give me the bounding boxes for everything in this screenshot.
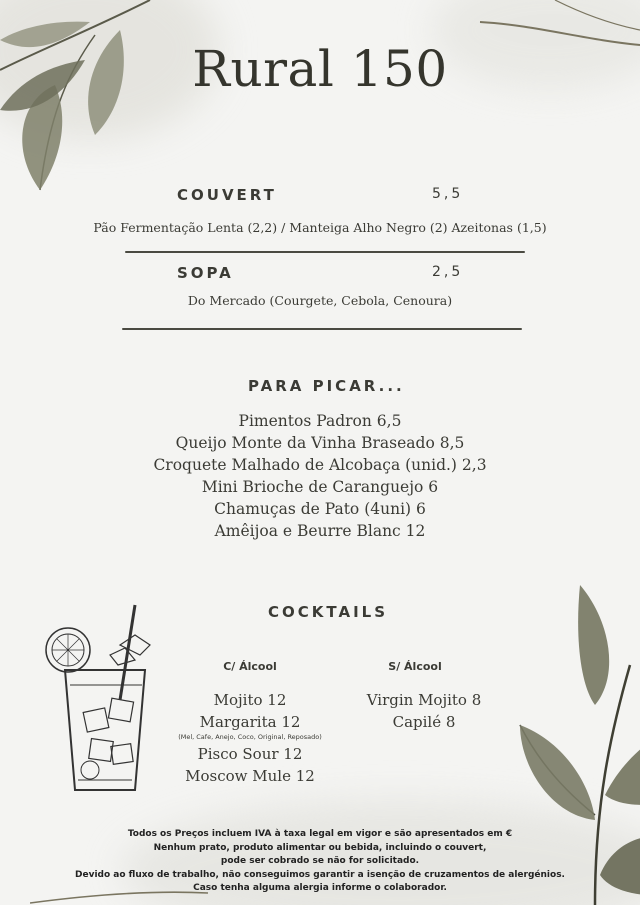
without-alcohol-list: [334, 689, 514, 733]
list-item: Pimentos Padron 6,5: [238, 412, 402, 430]
footer-line: Caso tenha alguma alergia informe o colaborador.: [193, 883, 447, 893]
cocktail-glass-illustration-icon: [40, 600, 160, 800]
list-item: Mini Brioche de Caranguejo 6: [201, 478, 439, 496]
footer-line: pode ser cobrado se não for solicitado.: [220, 856, 420, 866]
divider-sopa: [122, 328, 522, 330]
list-item: Pisco Sour 12: [197, 745, 303, 763]
couvert-price: 5,5: [432, 186, 464, 202]
divider-couvert: [125, 251, 525, 253]
leaves-top-left-icon: [0, 0, 170, 200]
list-item: Capilé 8: [392, 713, 456, 731]
list-item: Mojito 12: [213, 691, 287, 709]
restaurant-title: Rural 150: [192, 40, 448, 98]
couvert-label: COUVERT: [177, 186, 277, 204]
couvert-description: Pão Fermentação Lenta (2,2) / Manteiga Alho Negro (2) Azeitonas (1,5): [93, 220, 547, 235]
with-alcohol-heading: C/ Álcool: [223, 660, 277, 673]
list-item: Queijo Monte da Vinha Braseado 8,5: [175, 434, 465, 452]
list-item: Croquete Malhado de Alcobaça (unid.) 2,3: [153, 456, 487, 474]
list-item: Margarita 12: [199, 713, 301, 731]
list-item: Moscow Mule 12: [185, 767, 315, 785]
sopa-price: 2,5: [432, 264, 464, 280]
para-picar-label: PARA PICAR...: [248, 377, 405, 395]
footer-line: Nenhum prato, produto alimentar ou bebida, incluindo o couvert,: [153, 842, 487, 853]
list-item: Virgin Mojito 8: [366, 691, 482, 709]
sopa-label: SOPA: [177, 264, 234, 282]
list-item: Amêijoa e Beurre Blanc 12: [214, 522, 426, 540]
list-item: Chamuças de Pato (4uni) 6: [214, 500, 426, 518]
footer-line: Todos os Preços incluem IVA à taxa legal em vigor e são apresentados em €: [127, 829, 513, 839]
with-alcohol-list: [160, 689, 340, 787]
without-alcohol-heading: S/ Álcool: [388, 660, 442, 673]
para-picar-list: [0, 410, 640, 542]
footer-line: Devido ao fluxo de trabalho, não conseguimos garantir a isenção de cruzamentos de alergénios.: [75, 869, 565, 880]
margarita-note: (Mel, Cafe, Anejo, Coco, Original, Reposado): [178, 733, 322, 741]
sopa-description: Do Mercado (Courgete, Cebola, Cenoura): [187, 293, 453, 308]
cocktails-label: COCKTAILS: [268, 603, 389, 621]
footer-notice: [0, 828, 640, 896]
